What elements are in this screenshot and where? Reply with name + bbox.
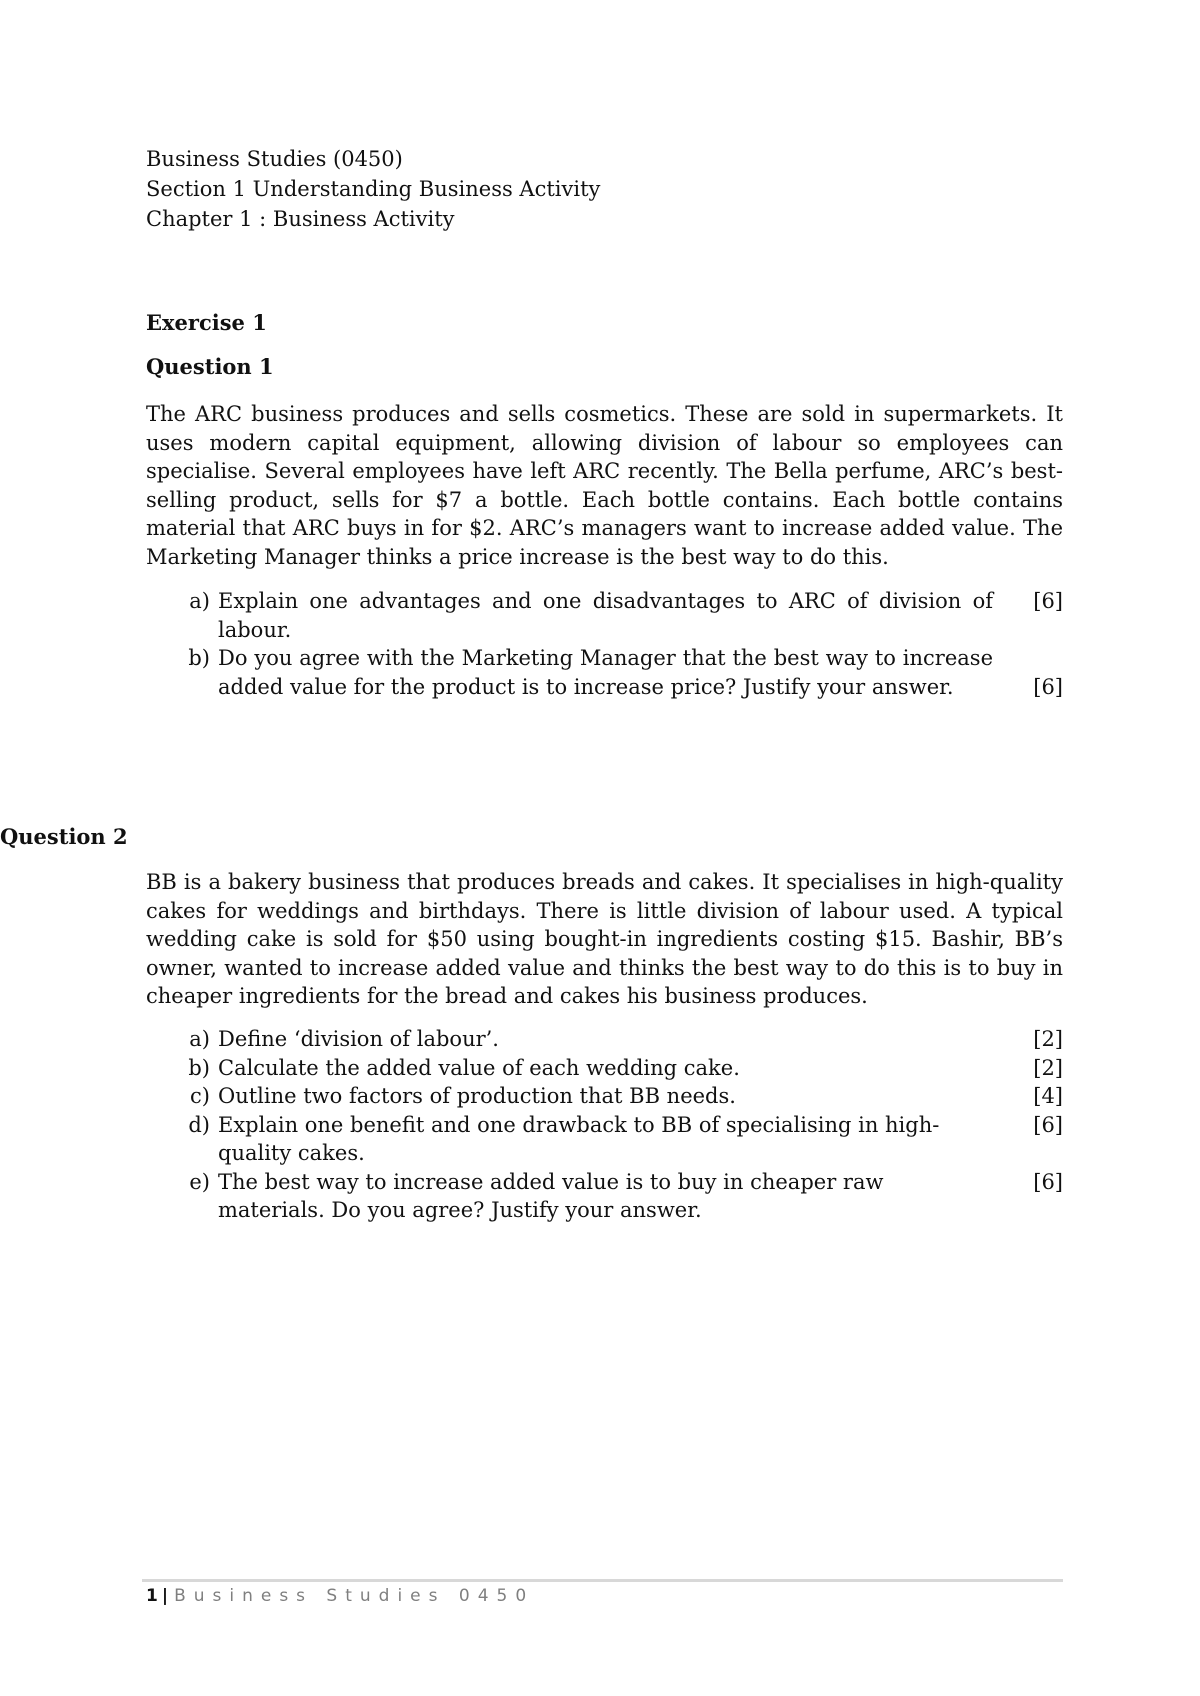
item-letter: b) bbox=[188, 1055, 210, 1080]
item-marks: [6] bbox=[1033, 1169, 1063, 1194]
question-2-heading: Question 2 bbox=[0, 824, 128, 849]
footer-separator: | bbox=[161, 1586, 169, 1606]
item-text: Define ‘division of labour’. bbox=[218, 1027, 499, 1051]
item-letter: d) bbox=[188, 1112, 210, 1137]
question-item bbox=[146, 644, 1063, 701]
question-item bbox=[146, 1054, 1063, 1083]
item-text: Outline two factors of production that BB needs. bbox=[218, 1084, 736, 1108]
question-item bbox=[146, 1025, 1063, 1054]
item-marks: [6] bbox=[1033, 589, 1063, 613]
item-marks: [6] bbox=[1033, 1112, 1063, 1137]
question-2-passage: BB is a bakery business that produces breads and cakes. It specialises in high-quality cakes for weddings and birthdays. There is little division of labour used. A typical wedding cake is sold for $50 using bought-in ingredients costing $15. Bashir, BB’s owner, wanted to increase added value and thinks the best way to do this is to buy in cheaper ingredients for the bread and cakes his business produces. bbox=[146, 870, 1063, 1008]
page-footer bbox=[146, 1586, 534, 1606]
question-item bbox=[146, 1082, 1063, 1111]
item-marks: [4] bbox=[1033, 1084, 1063, 1108]
item-marks: [2] bbox=[1033, 1027, 1063, 1051]
item-marks: [2] bbox=[1033, 1055, 1063, 1080]
question-item bbox=[146, 587, 1063, 644]
section-title: Section 1 Understanding Business Activity bbox=[146, 177, 601, 201]
item-marks: [6] bbox=[1033, 674, 1063, 699]
course-title: Business Studies (0450) bbox=[146, 147, 403, 171]
question-1-passage: The ARC business produces and sells cosmetics. These are sold in supermarkets. It uses modern capital equipment, allowing division of labour so employees can specialise. Several employees have left ARC recently. The Bella perfume, ARC’s best-selling product, sells for $7 a bottle. Each bottle contains. Each bottle contains material that ARC buys in for $2. ARC’s managers want to increase added value. The Marketing Manager thinks a price increase is the best way to do this. bbox=[146, 402, 1063, 569]
question-1-items bbox=[146, 587, 1063, 701]
item-letter: a) bbox=[189, 1027, 210, 1051]
chapter-title: Chapter 1 : Business Activity bbox=[146, 207, 455, 231]
question-1-heading: Question 1 bbox=[146, 354, 274, 379]
item-text: Explain one benefit and one drawback to BB of specialising in high-quality cakes. bbox=[218, 1112, 940, 1165]
question-item bbox=[146, 1168, 1063, 1225]
item-text: Calculate the added value of each wedding cake. bbox=[218, 1055, 740, 1080]
item-letter: c) bbox=[190, 1084, 210, 1108]
exercise-heading: Exercise 1 bbox=[146, 310, 267, 335]
item-letter: a) bbox=[189, 589, 210, 613]
item-text: Do you agree with the Marketing Manager that the best way to increase added value for the product is to increase price? Justify your answer. bbox=[218, 646, 993, 699]
footer-title: Business Studies 0450 bbox=[174, 1586, 535, 1606]
item-letter: e) bbox=[189, 1169, 210, 1194]
document-header bbox=[146, 144, 600, 234]
item-letter: b) bbox=[188, 646, 210, 670]
item-text: Explain one advantages and one disadvantages to ARC of division of labour. bbox=[218, 589, 993, 642]
question-item bbox=[146, 1111, 1063, 1168]
page-number: 1 bbox=[146, 1586, 158, 1606]
question-2-items bbox=[146, 1025, 1063, 1225]
footer-divider bbox=[142, 1579, 1063, 1582]
item-text: The best way to increase added value is to buy in cheaper raw materials. Do you agree? Justify your answer. bbox=[218, 1169, 884, 1222]
